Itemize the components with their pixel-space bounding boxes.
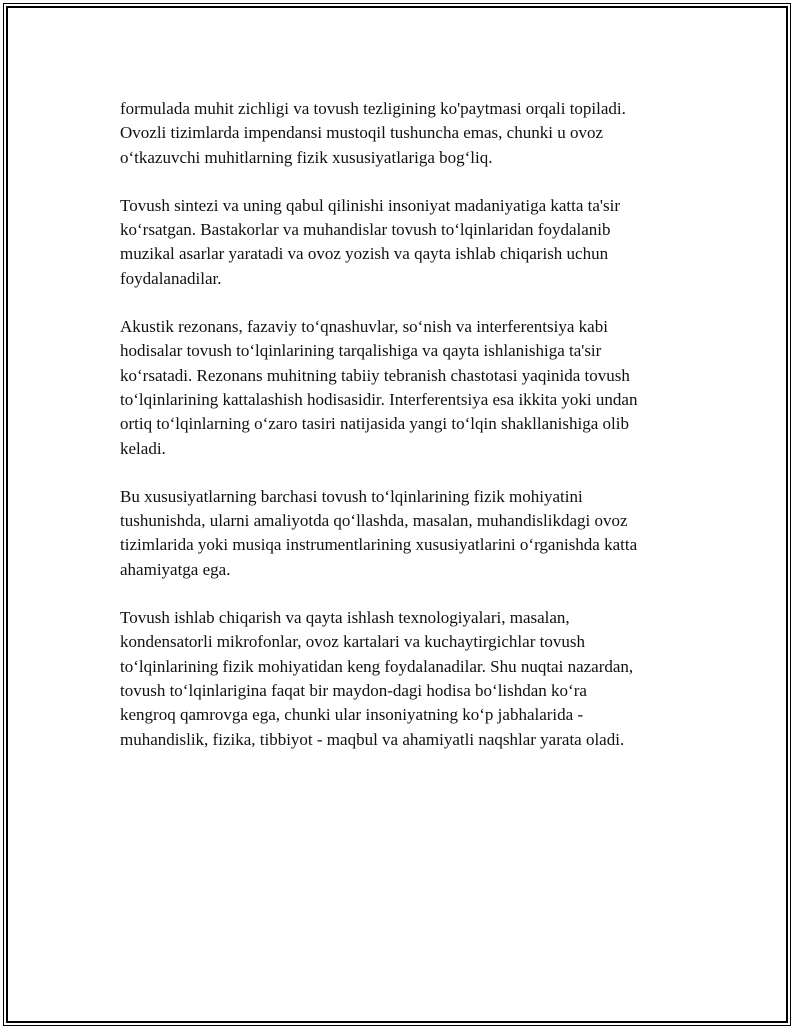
document-body xyxy=(120,97,690,776)
paragraph-acoustic-resonance: Akustik rezonans, fazaviy to‘qnashuvlar, so‘nish va interferentsiya kabi hodisalar tovush to‘lqinlarining tarqalishiga va qayta ishlanishiga ta'sir ko‘rsatadi. Rezonans muhitning tabiiy tebranish chastotasi yaqinida tovush to‘lqinlarining kattalashish hodisasidir. Interferentsiya esa ikkita yoki undan ortiq to‘lqinlarning o‘zaro tasiri natijasida yangi to‘lqin shakllanishiga olib keladi. xyxy=(120,317,638,458)
paragraph-properties-importance: Bu xususiyatlarning barchasi tovush to‘lqinlarining fizik mohiyatini tushunishda, ularni amaliyotda qo‘llashda, masalan, muhandislikdagi ovoz tizimlarida yoki musiqa instrumentlarining xususiyatlarini o‘rganishda katta ahamiyatga ega. xyxy=(120,486,638,579)
paragraph-sound-synthesis: Tovush sintezi va uning qabul qilinishi insoniyat madaniyatiga katta ta'sir ko‘rsatgan. Bastakorlar va muhandislar tovush to‘lqinlaridan foydalanib muzikal asarlar yaratadi va ovoz yozish va qayta ishlab chiqarish uchun foydalanadilar. xyxy=(120,195,620,288)
paragraph-technologies: Tovush ishlab chiqarish va qayta ishlash texnologiyalari, masalan, kondensatorli mikrofonlar, ovoz kartalari va kuchaytirgichlar tovush to‘lqinlarining fizik mohiyatidan keng foydalanadilar. Shu nuqtai nazardan, tovush to‘lqinlarigina faqat bir maydon-dagi hodisa bo‘lishdan ko‘ra kengroq qamrovga ega, chunki ular insoniyatning ko‘p jabhalarida - muhandislik, fizika, tibbiyot - maqbul va ahamiyatli naqshlar yarata oladi. xyxy=(120,608,634,749)
paragraph-impedance: formulada muhit zichligi va tovush tezligining ko'paytmasi orqali topiladi. Ovozli tizimlarda impendansi mustoqil tushuncha emas, chunki u ovoz o‘tkazuvchi muhitlarning fizik xususiyatlariga bog‘liq. xyxy=(120,99,626,167)
document-page xyxy=(3,3,791,1026)
